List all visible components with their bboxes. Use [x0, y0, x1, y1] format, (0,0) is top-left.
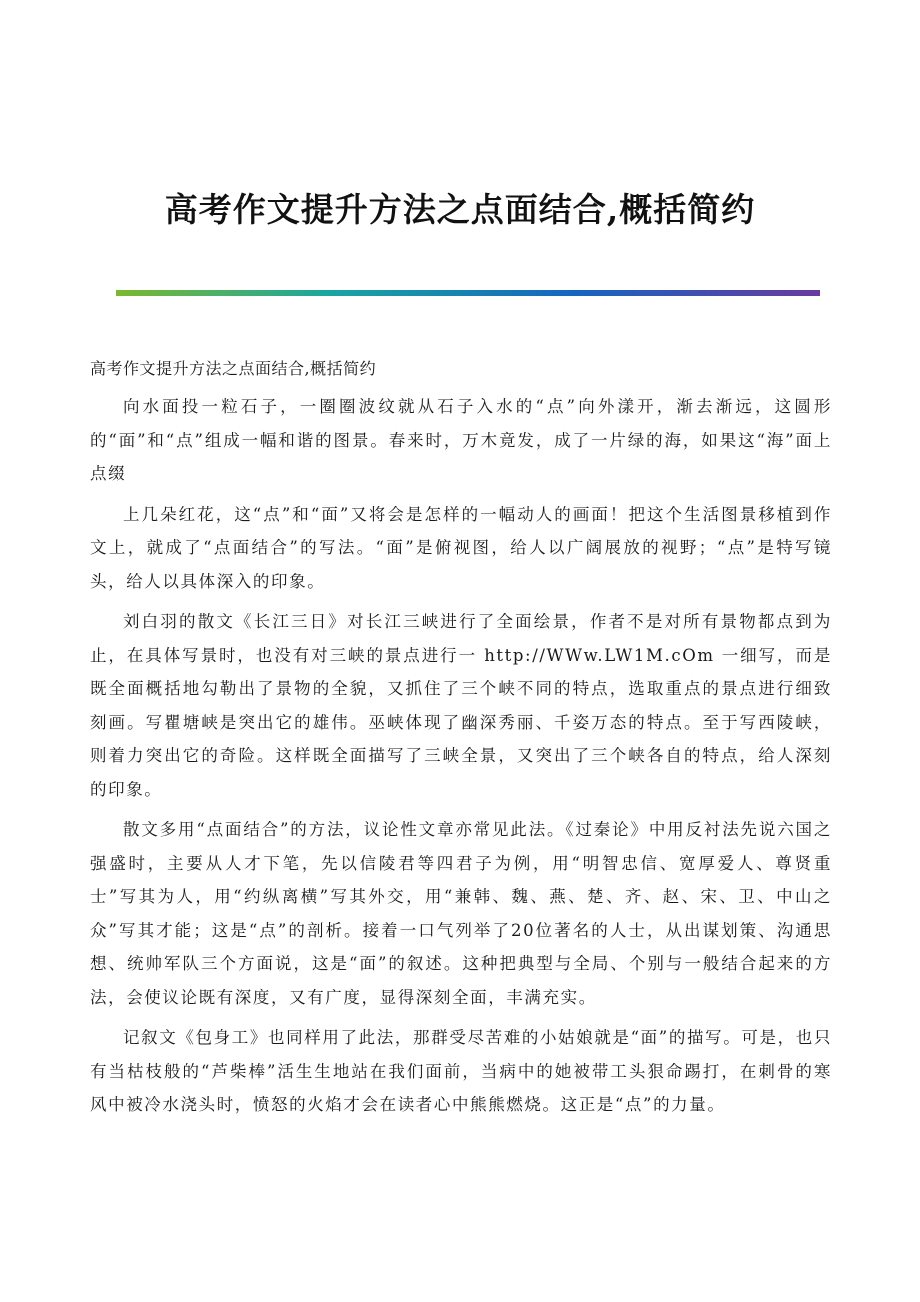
document-subtitle: 高考作文提升方法之点面结合,概括简约 [90, 359, 377, 378]
document-body [90, 354, 832, 1129]
document-title: 高考作文提升方法之点面结合,概括简约 [164, 190, 756, 229]
paragraph: 记叙文《包身工》也同样用了此法，那群受尽苦难的小姑娘就是“面”的描写。可是，也只有当枯枝般的“芦柴棒”活生生地站在我们面前，当病中的她被带工头狠命踢打，在刺骨的寒风中被冷水浇头时，愤怒的火焰才会在读者心中熊熊燃烧。这正是“点”的力量。 [90, 1028, 832, 1114]
paragraph: 刘白羽的散文《长江三日》对长江三峡进行了全面绘景，作者不是对所有景物都点到为止，在具体写景时，也没有对三峡的景点进行一 http://WWw.LW1M.cOm 一细写，而是既全面概括地勾勒出了景物的全貌，又抓住了三个峡不同的特点，选取重点的景点进行细致刻画。写瞿塘峡是突出它的雄伟。巫峡体现了幽深秀丽、千姿万态的特点。至于写西陵峡，则着力突出它的奇险。这样既全面描写了三峡全景，又突出了三个峡各自的特点，给人深刻的印象。 [90, 612, 832, 799]
paragraph: 散文多用“点面结合”的方法，议论性文章亦常见此法。《过秦论》中用反衬法先说六国之强盛时，主要从人才下笔，先以信陵君等四君子为例，用“明智忠信、宽厚爱人、尊贤重士”写其为人，用“约纵离横”写其外交，用“兼韩、魏、燕、楚、齐、赵、宋、卫、中山之众”写其才能；这是“点”的剖析。接着一口气列举了20位著名的人士，从出谋划策、沟通思想、统帅军队三个方面说，这是“面”的叙述。这种把典型与全局、个别与一般结合起来的方法，会使议论既有深度，又有广度，显得深刻全面，丰满充实。 [90, 820, 832, 1007]
title-divider [116, 290, 820, 296]
paragraph: 上几朵红花，这“点”和“面”又将会是怎样的一幅动人的画面！把这个生活图景移植到作文上，就成了“点面结合”的写法。“面”是俯视图，给人以广阔展放的视野；“点”是特写镜头，给人以具体深入的印象。 [90, 504, 832, 591]
paragraph: 向水面投一粒石子，一圈圈波纹就从石子入水的“点”向外漾开，渐去渐远，这圆形的“面”和“点”组成一幅和谐的图景。春来时，万木竟发，成了一片绿的海，如果这“海”面上点缀 [90, 397, 832, 483]
